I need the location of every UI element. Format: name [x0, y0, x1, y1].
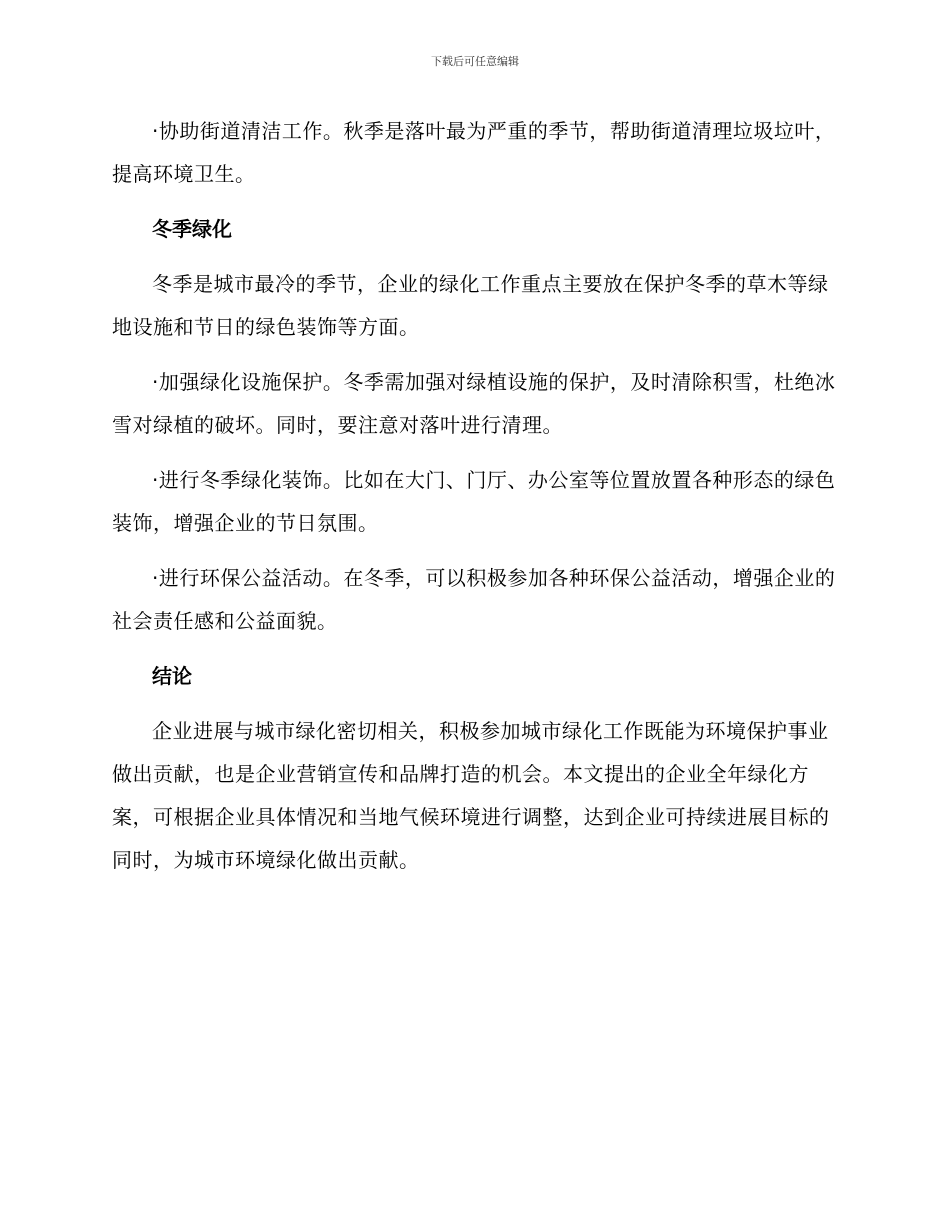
paragraph-street-cleaning: ·协助街道清洁工作。秋季是落叶最为严重的季节，帮助街道清理垃圾垃叶，提高环境卫生。 — [112, 119, 836, 186]
paragraph-public-welfare: ·进行环保公益活动。在冬季，可以积极参加各种环保公益活动，增强企业的社会责任感和公益面貌。 — [112, 566, 836, 633]
section-heading-conclusion: 结论 — [152, 664, 192, 688]
page-header-note: 下载后可任意编辑 — [431, 55, 519, 68]
paragraph-winter-decoration: ·进行冬季绿化装饰。比如在大门、门厅、办公室等位置放置各种形态的绿色装饰，增强企业的节日氛围。 — [112, 468, 836, 535]
paragraph-winter-intro: 冬季是城市最冷的季节，企业的绿化工作重点主要放在保护冬季的草木等绿地设施和节日的绿色装饰等方面。 — [112, 272, 829, 339]
section-heading-winter-greening: 冬季绿化 — [152, 217, 232, 241]
document-body — [112, 110, 842, 882]
paragraph-facility-protection: ·加强绿化设施保护。冬季需加强对绿植设施的保护，及时清除积雪，杜绝冰雪对绿植的破坏。同时，要注意对落叶进行清理。 — [112, 370, 836, 437]
paragraph-conclusion: 企业进展与城市绿化密切相关，积极参加城市绿化工作既能为环境保护事业做出贡献，也是企业营销宣传和品牌打造的机会。本文提出的企业全年绿化方案，可根据企业具体情况和当地气候环境进行调整，达到企业可持续进展目标的同时，为城市环境绿化做出贡献。 — [112, 719, 830, 872]
